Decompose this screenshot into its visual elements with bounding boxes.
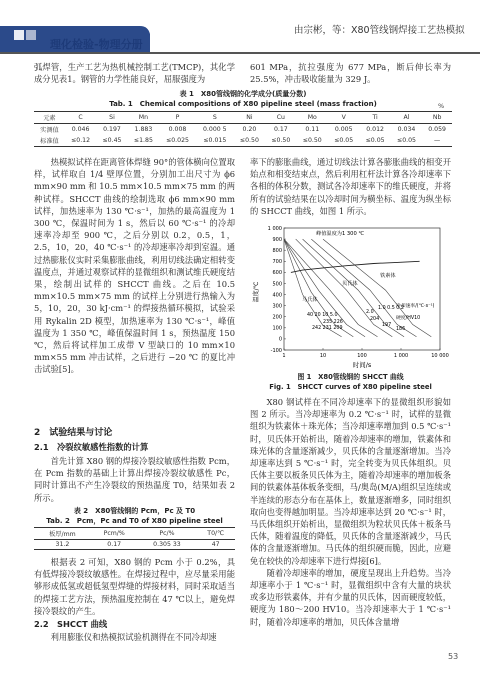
y-tick-label: 400 [272, 292, 282, 299]
table1-cell: 0.034 [397, 126, 416, 133]
journal-logo [0, 18, 165, 52]
table1-row [34, 124, 452, 136]
table1-cell: 0.005 [334, 126, 353, 133]
table1-cell: 0.046 [71, 126, 90, 133]
hardness-row1: 235 226 [323, 320, 343, 325]
hardness-label: 硬度/HV10 [396, 316, 421, 321]
table1-row [34, 135, 452, 147]
section-2-2-heading: 2.2 SHCCT 曲线 [34, 619, 108, 629]
table1-header-cell: Nb [432, 114, 442, 121]
left-sec21-text: 首先计算 X80 钢的焊接冷裂纹敏感性指数 Pcm，在 Pcm 指数的基础上计算出焊接冷裂纹敏感性 Pc，同时计算出不产生冷裂纹的预热温度 T0，结果如表 2 所示。 [34, 456, 235, 503]
table1-cell: ≤0.12 [71, 137, 91, 144]
table2-header-cell: Pcm/% [103, 530, 125, 537]
table2-row [34, 540, 235, 550]
table1-cell: 0.012 [366, 126, 384, 133]
left-intro: 弧焊管，生产工艺为热机械控制工艺(TMCP)，其化学成分见表1。钢管的力学性能良好，屈服强度为 [34, 62, 235, 85]
y-tick-label: 900 [272, 236, 282, 243]
rates-row3: 1.0 0.5 0.2 [378, 306, 404, 311]
left-bottom-text: 根据表 2 可知，X80 钢的 Pcm 小于 0.2%，具有低焊接冷裂纹敏感性。在焊接过程中，应尽量采用能够形成低氢或超低氢型焊缝的焊接材料，同时采取适当的焊接工艺方法，预热温度控制在 47 ℃以上，避免焊接冷裂纹的产生。 [34, 557, 235, 616]
y-tick-label: 1 000 [267, 225, 282, 232]
table1-cell: ≤1.85 [133, 137, 153, 144]
table1-header-cell: P [175, 114, 180, 121]
hardness-row4: 197 [382, 323, 392, 328]
table2-cell: 0.305 33 [153, 541, 181, 548]
y-tick-label: 0 [278, 336, 282, 343]
cooling-rate-label: 冷却速率/(℃·s⁻¹) [396, 304, 435, 309]
table1-cell: ≤0.45 [102, 137, 122, 144]
table1-header-cell: Ni [246, 114, 253, 121]
table1-cell: 0.20 [242, 126, 257, 133]
right-intro: 601 MPa，抗拉强度为 677 MPa，断后伸长率为 25.5%，冲击吸收能量为 329 J。 [250, 62, 451, 85]
table1-cell: 0.000 5 [203, 126, 227, 133]
table1-header-cell: Al [403, 114, 410, 121]
table2-header-cell: T0/℃ [207, 530, 225, 537]
rates-row2: 2.0 [366, 310, 374, 315]
table2-caption: 表 2 X80管线钢的 Pcm，Pc 及 T0 Tab. 2 Pcm，Pc and T0 of X80 pipeline steel [46, 507, 223, 525]
table1-cell: 标准值 [40, 138, 59, 145]
table1-cell: 0.059 [428, 126, 446, 133]
bainite-label: 贝氏体 [342, 281, 358, 287]
table2-cell: 47 [211, 541, 220, 548]
left-sec22-text: 利用膨胀仪和热模拟试验机测得在不同冷却速 [50, 632, 217, 642]
table1-cell: 0.008 [168, 126, 187, 133]
table1-cell: ≤0.025 [166, 137, 189, 144]
table1-cell: 实测值 [40, 127, 59, 134]
table2-header-cell: 板厚/mm [49, 531, 76, 538]
table1-cell: 1.883 [134, 126, 153, 133]
table1-unit: % [438, 102, 445, 110]
x-tick-label: 1 000 [393, 353, 409, 359]
table1 [34, 111, 452, 147]
x-tick-label: 10 [319, 353, 327, 359]
header-rule [0, 52, 480, 54]
running-head: 由宗彬，等：X80管线钢焊接工艺热模拟 [294, 25, 465, 36]
x-tick-label: 1 [282, 353, 286, 359]
rates-row1: 40 20 10 5.0 [307, 313, 338, 318]
table1-header-cell: Ti [372, 114, 378, 121]
x-tick-label: 10 000 [431, 353, 449, 359]
y-tick-label: 800 [272, 247, 282, 254]
section-2-heading: 2 试验结果与讨论 [34, 428, 113, 438]
table1-cell: ≤0.015 [203, 137, 227, 144]
table1-header-cell: S [212, 114, 217, 121]
table1-cell: ≤0.50 [302, 137, 322, 144]
table1-header-cell: C [78, 114, 83, 121]
table1-header-cell: Si [109, 114, 115, 121]
table2-header-cell: Pc/% [159, 530, 175, 537]
table1-cell: 0.17 [273, 126, 288, 133]
y-tick-label: -100 [270, 347, 282, 354]
plot-frame [284, 228, 440, 350]
figure1-caption: 图 1 X80管线钢的 SHCCT 曲线 Fig. 1 SHCCT curves of X80 pipeline steel [269, 373, 432, 391]
y-tick-label: 300 [272, 303, 282, 310]
peak-temp-label: 峰值温度为1 300 ℃ [316, 231, 365, 237]
right-mid-text: 率下的膨胀曲线，通过切线法计算各膨胀曲线的相变开始点和相变结束点，然后利用杠杆法计算各冷却速率下各相的体积分数，测试各冷却速率下的维氏硬度，并将所有的试验结果在以冷却时间为横坐标、温度为纵坐标的 SHCCT 曲线，如图 1 所示。 [250, 157, 451, 216]
x-axis-label: 时间/s [352, 361, 372, 369]
table1-header-cell: Mo [307, 114, 317, 121]
y-axis-label: 温度/℃ [253, 281, 260, 303]
y-tick-label: 100 [272, 325, 282, 332]
y-tick-label: 600 [272, 270, 282, 277]
table2-cell: 0.17 [107, 541, 122, 548]
table1-cell: 0.11 [305, 126, 320, 133]
y-tick-label: 700 [272, 259, 282, 266]
table1-header-cell: Cu [276, 114, 285, 121]
ferrite-label: 铁素体 [380, 273, 396, 279]
table1-cell: ≤0.05 [334, 137, 354, 144]
y-tick-label: 500 [272, 281, 282, 288]
table1-header-cell: V [341, 114, 346, 121]
table1-caption: 表 1 X80管线钢的化学成分(质量分数) Tab. 1 Chemical compositions of X80 pipeline steel (mass fraction) [109, 90, 377, 108]
x-tick-label: 100 [357, 353, 367, 359]
left-main: 热模拟试样在距离管体焊缝 90°的管体横向位置取样，试样取自 1/4 壁厚位置，分别加工出尺寸为 ϕ6 mm×90 mm 和 10.5 mm×10.5 mm×75 mm 的两种试样。SHCCT 曲线的绘制选取 ϕ6 mm×90 mm 试样，加热速率为 130 ℃·s⁻¹，加热的最高温度为 1 300 ℃，保温时间为 1 s，然后以 60 ℃·s⁻¹ 的冷却速率冷却至 900 ℃，之后分别以 0.2，0.5，1，2.5，10，20，40 ℃·s⁻¹ 的冷却速率冷却到室温。通过热膨胀仪实时采集膨胀曲线，利用切线法确定相转变温度点，并通过观察试样的显微组织和测试维氏硬度结果，绘制出试样的 SHCCT 曲线。之后在 10.5 mm×10.5 mm×75 mm 的试样上分别进行热输入为 5，10，20，30 kJ·cm⁻¹ 的焊接热循环模拟，试验采用 Rykalin 2D 模型，加热速率为 130 ℃·s⁻¹，峰值温度为 1 350 ℃，峰值保温时间 1 s，预热温度 150 ℃，然后将试样加工成带 V 型缺口的 10 mm×10 mm×55 mm 冲击试样，之后进行 −20 ℃ 的夏比冲击试验[5]。 [34, 157, 235, 375]
hardness-row5: 186 [396, 327, 406, 332]
table1-cell: — [434, 137, 441, 144]
figure-1-shcct-chart [250, 222, 450, 370]
table2-cell: 31.2 [55, 541, 70, 548]
hardness-row3: 204 [370, 317, 380, 322]
table1-header-cell: 元素 [43, 115, 56, 122]
table2 [34, 527, 235, 550]
right-bottom-text: X80 钢试样在不同冷却速率下的显微组织形貌如图 2 所示。当冷却速率为 0.2 ℃·s⁻¹ 时，试样的显微组织为铁素体＋珠光体；当冷却速率增加到 0.5 ℃·s⁻¹ 时，贝氏体开始析出，随着冷却速率的增加，铁素体和珠光体的含量逐渐减少，贝氏体的含量逐渐增加。当冷却速率达到 5 ℃·s⁻¹ 时，完全转变为贝氏体组织。贝氏体主要以板条贝氏体为主，随着冷却速率的增加板条间的铁素体基体板条变细，马/奥岛(M/A)组织呈连续或半连续的形态分布在基体上，数量逐渐增多，同时组织取向也变得越加明显。当冷却速率达到 20 ℃·s⁻¹ 时，马氏体组织开始析出，显微组织为粒状贝氏体＋板条马氏体，随着温度的降低，贝氏体的含量逐渐减少，马氏体的含量逐渐增加。马氏体的组织硬而脆，因此，应避免在较快的冷却速率下进行焊接[6]。 随着冷却速率的增加，硬度呈现出上升趋势。当冷却速率小于 1 ℃·s⁻¹ 时，显微组织中含有大量的块状或多边形铁素体，并有少量的贝氏体，因而硬度较低，硬度为 180～200 HV10。当冷却速率大于 1 ℃·s⁻¹ 时，随着冷却速率的增加，贝氏体含量增 [250, 397, 451, 627]
section-2-1-heading: 2.1 冷裂纹敏感性指数的计算 [34, 442, 149, 452]
table1-header-cell: Mn [138, 114, 149, 121]
y-tick-label: 200 [272, 314, 282, 321]
martensite-label: 马氏体 [302, 297, 318, 303]
table1-cell: ≤0.50 [271, 137, 291, 144]
table1-cell: ≤0.50 [239, 137, 259, 144]
hardness-row2: 242 231 209 [312, 326, 343, 331]
page-number: 53 [448, 652, 459, 661]
table1-cell: 0.197 [103, 126, 121, 133]
journal-logo-text: 理化检验-物理分册 [50, 38, 143, 51]
table1-cell: ≤0.05 [365, 137, 385, 144]
table1-cell: ≤0.05 [397, 137, 416, 144]
